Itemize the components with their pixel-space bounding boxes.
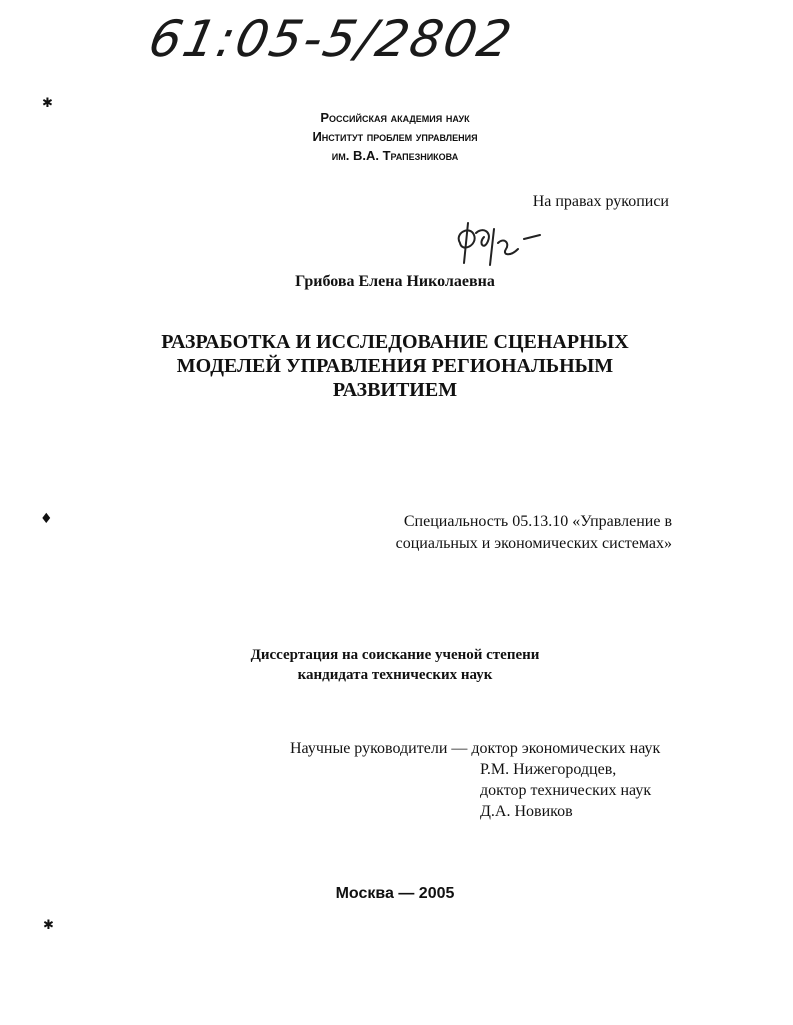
title-line-2: МОДЕЛЕЙ УПРАВЛЕНИЯ РЕГИОНАЛЬНЫМ [176, 355, 614, 377]
supervisors-line-4: Д.А. Новиков [480, 803, 573, 820]
scan-mark-top: ✱ [42, 96, 53, 111]
degree-line-2: кандидата технических наук [297, 667, 493, 683]
signature-mark [448, 213, 558, 273]
supervisors-line-3: доктор технических наук [480, 782, 652, 799]
scan-mark-middle: ♦ [40, 511, 53, 527]
rights-note: На правах рукописи [532, 193, 669, 210]
city-year: Москва — 2005 [335, 885, 455, 902]
degree-line-1: Диссертация на соискание ученой степени [250, 647, 540, 663]
specialty-line-1: Специальность 05.13.10 «Управление в [403, 513, 672, 530]
author-name: Грибова Елена Николаевна [295, 273, 495, 290]
supervisors-line-1: Научные руководители — доктор экономических наук [290, 740, 661, 757]
scan-mark-bottom: ✱ [43, 918, 54, 933]
institution-block [200, 108, 590, 165]
institution-named-after: им. В.А. Трапезникова [331, 148, 459, 163]
title-line-1: РАЗРАБОТКА И ИССЛЕДОВАНИЕ СЦЕНАРНЫХ [161, 331, 629, 353]
title-line-3: РАЗВИТИЕМ [332, 379, 458, 401]
supervisors-block [290, 738, 660, 822]
dissertation-title [100, 330, 690, 402]
supervisors-line-2: Р.М. Нижегородцев, [480, 761, 617, 778]
institution-institute: Институт проблем управления [312, 129, 478, 144]
specialty-block [300, 511, 672, 555]
degree-statement [200, 645, 590, 685]
institution-academy: Российская академия наук [320, 110, 470, 125]
archive-code-handwritten: 61:05-5/2802 [143, 10, 519, 68]
specialty-line-2: социальных и экономических системах» [395, 535, 672, 552]
